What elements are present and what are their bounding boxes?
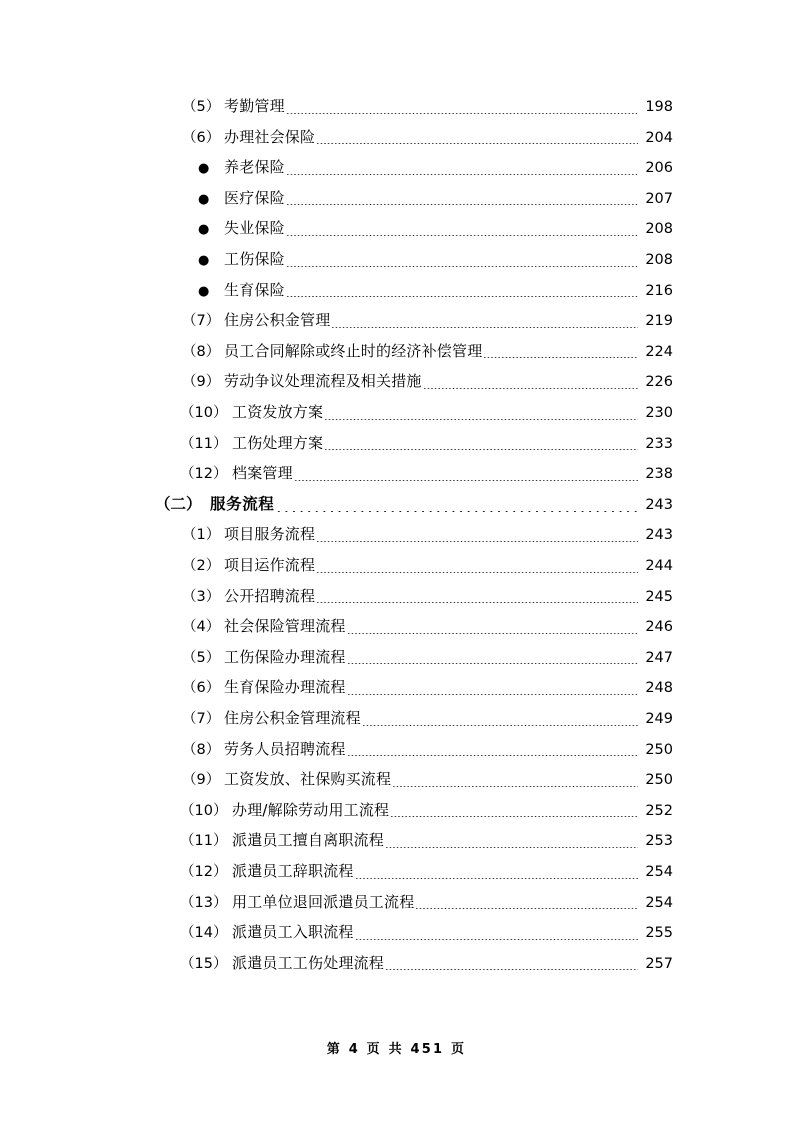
toc-entry-label: 用工单位退回派遣员工流程 [232,892,415,911]
toc-entry-page-number: 243 [645,496,673,513]
toc-entry-label: 失业保险 [224,219,285,238]
dot-leader [294,480,638,481]
toc-entry-label: 生育保险 [224,280,285,299]
toc-entry-label: 医疗保险 [224,188,285,207]
toc-entry[interactable] [0,183,793,214]
dot-leader [331,327,638,328]
toc-entry-marker: （11） [180,435,228,452]
toc-entry-marker: （3） [182,588,221,605]
toc-entry-label: 生育保险办理流程 [224,678,346,697]
toc-entry-page-number: 207 [645,190,673,207]
toc-entry-page-number: 255 [645,925,673,942]
toc-entry-label: 档案管理 [232,464,293,483]
toc-entry-marker: （12） [180,864,228,880]
toc-entry[interactable] [0,336,793,367]
toc-entry[interactable] [0,948,793,979]
dot-leader [275,511,638,512]
bullet-icon: ● [198,191,210,207]
toc-entry-label: 考勤管理 [224,97,285,115]
toc-entry[interactable] [0,611,793,642]
toc-entry-label: 工伤保险 [224,250,285,268]
toc-entry-label: 社会保险管理流程 [224,617,346,636]
toc-entry-label: 工资发放、社保购买流程 [224,770,392,789]
toc-entry[interactable] [0,825,793,856]
toc-entry-page-number: 252 [645,802,673,819]
toc-entry-marker: （6） [182,680,221,697]
bullet-icon: ● [198,161,210,177]
toc-entry-page-number: 216 [645,282,673,299]
dot-leader [385,847,638,848]
toc-entry-label: 公开招聘流程 [224,586,316,605]
toc-entry-page-number: 243 [645,527,673,544]
toc-entry-page-number: 246 [645,619,673,636]
toc-entry-label: 派遣员工擅自离职流程 [232,831,385,850]
toc-entry-marker: （10） [180,405,228,421]
toc-entry-page-number: 245 [645,588,673,605]
toc-entry-label: 派遣员工入职流程 [232,923,354,942]
toc-entry-marker: （7） [182,313,221,330]
toc-entry-page-number: 233 [645,435,673,452]
toc-entry[interactable] [0,275,793,306]
dot-leader [347,633,638,634]
toc-entry-marker: （10） [180,802,228,819]
toc-entry-marker: （8） [182,741,221,758]
dot-leader [362,725,638,726]
toc-entry-label: 住房公积金管理流程 [224,709,361,727]
dot-leader [316,572,638,573]
toc-entry-marker: （9） [182,772,221,789]
toc-entry-page-number: 206 [645,160,673,177]
toc-entry-label: 住房公积金管理 [224,311,331,330]
toc-entry-page-number: 219 [645,313,673,330]
toc-entry[interactable] [0,703,793,734]
toc-entry-label: 工资发放方案 [232,403,324,421]
toc-entry-label: 派遣员工工伤处理流程 [232,953,385,972]
toc-entry-label: 员工合同解除或终止时的经济补偿管理 [224,341,483,360]
toc-entry-page-number: 244 [645,558,673,574]
toc-entry-marker: （13） [180,894,228,911]
toc-entry-page-number: 250 [645,741,673,758]
dot-leader [347,755,638,756]
toc-entry-marker: （5） [182,99,221,115]
toc-entry-page-number: 253 [645,833,673,850]
dot-leader [390,816,638,817]
toc-entry-marker: （5） [182,649,221,666]
toc-entry[interactable] [0,91,793,122]
toc-entry-page-number: 204 [645,129,673,146]
dot-leader [385,969,638,970]
toc-entry-marker: （9） [182,374,221,391]
toc-entry-marker: （二） [155,494,202,513]
dot-leader [355,939,638,940]
toc-entry-label: 办理社会保险 [224,127,316,146]
toc-entry[interactable] [0,734,793,765]
toc-entry[interactable] [0,458,793,489]
toc-entry-marker: （8） [182,343,221,360]
toc-entry-label: 项目服务流程 [224,525,316,544]
toc-entry-label: 劳务人员招聘流程 [224,739,346,758]
dot-leader [392,786,638,787]
toc-entry-page-number: 208 [645,252,673,268]
toc-entry-page-number: 208 [645,221,673,238]
toc-entry[interactable] [0,244,793,275]
toc-entry-label: 工伤保险办理流程 [224,647,346,666]
dot-leader [324,449,638,450]
toc-entry[interactable] [0,428,793,459]
toc-entry[interactable] [0,550,793,581]
dot-leader [286,296,638,297]
dot-leader [355,878,638,879]
bullet-icon: ● [198,222,210,238]
toc-entry-page-number: 248 [645,680,673,697]
dot-leader [286,266,638,267]
toc-entry-marker: （14） [180,925,228,942]
toc-entry-marker: （11） [180,833,228,850]
toc-entry[interactable] [0,305,793,336]
toc-entry-page-number: 247 [645,649,673,666]
toc-entry-page-number: 238 [645,466,673,483]
toc-entry-page-number: 254 [645,894,673,911]
toc-entry-label: 办理/解除劳动用工流程 [232,800,390,819]
toc-entry-label: 项目运作流程 [224,556,316,574]
toc-entry-marker: （2） [182,558,221,574]
bullet-icon: ● [198,283,210,299]
toc-entry[interactable] [0,366,793,397]
dot-leader [483,357,638,358]
toc-entry[interactable] [0,152,793,183]
toc-entry-marker: （15） [180,955,228,972]
toc-entry[interactable] [0,764,793,795]
dot-leader [316,143,638,144]
toc-entry-marker: （6） [182,129,221,146]
dot-leader [324,419,638,420]
toc-entry-page-number: 224 [645,343,673,360]
toc-entry-label: 养老保险 [224,158,285,177]
toc-entry-marker: （4） [182,619,221,636]
dot-leader [286,174,638,175]
toc-entry[interactable] [0,581,793,612]
toc-entry-label: 服务流程 [210,494,275,513]
toc-entry[interactable] [0,887,793,918]
toc-entry-marker: （1） [182,527,221,544]
toc-entry-page-number: 198 [645,99,673,115]
dot-leader [347,694,638,695]
toc-entry-page-number: 257 [645,955,673,972]
toc-entry-page-number: 226 [645,374,673,391]
toc-entry-page-number: 249 [645,711,673,727]
page-footer: 第 4 页 共 451 页 [326,1042,467,1057]
toc-entry[interactable] [0,917,793,948]
toc-entry-page-number: 230 [645,405,673,421]
toc-entry-page-number: 250 [645,772,673,789]
toc-entry-label: 劳动争议处理流程及相关措施 [224,372,422,391]
dot-leader [316,541,638,542]
toc-entry[interactable] [0,397,793,428]
toc-entry[interactable] [0,795,793,826]
dot-leader [286,113,638,114]
dot-leader [286,235,638,236]
toc-entry[interactable] [0,213,793,244]
toc-entry-label: 工伤处理方案 [232,433,324,452]
toc-entry[interactable] [0,642,793,673]
dot-leader [347,663,638,664]
dot-leader [415,908,638,909]
toc-entry-marker: （7） [182,711,221,727]
toc-entry[interactable] [0,856,793,887]
dot-leader [316,602,638,603]
toc-entry-page-number: 254 [645,864,673,880]
toc-entry-label: 派遣员工辞职流程 [232,862,354,880]
toc-entry-marker: （12） [180,466,228,483]
toc-entry[interactable] [0,122,793,153]
bullet-icon: ● [198,253,210,268]
toc-entry[interactable] [0,672,793,703]
dot-leader [423,388,638,389]
toc-entry[interactable] [0,519,793,550]
dot-leader [286,204,638,205]
toc-entry[interactable] [0,489,793,520]
